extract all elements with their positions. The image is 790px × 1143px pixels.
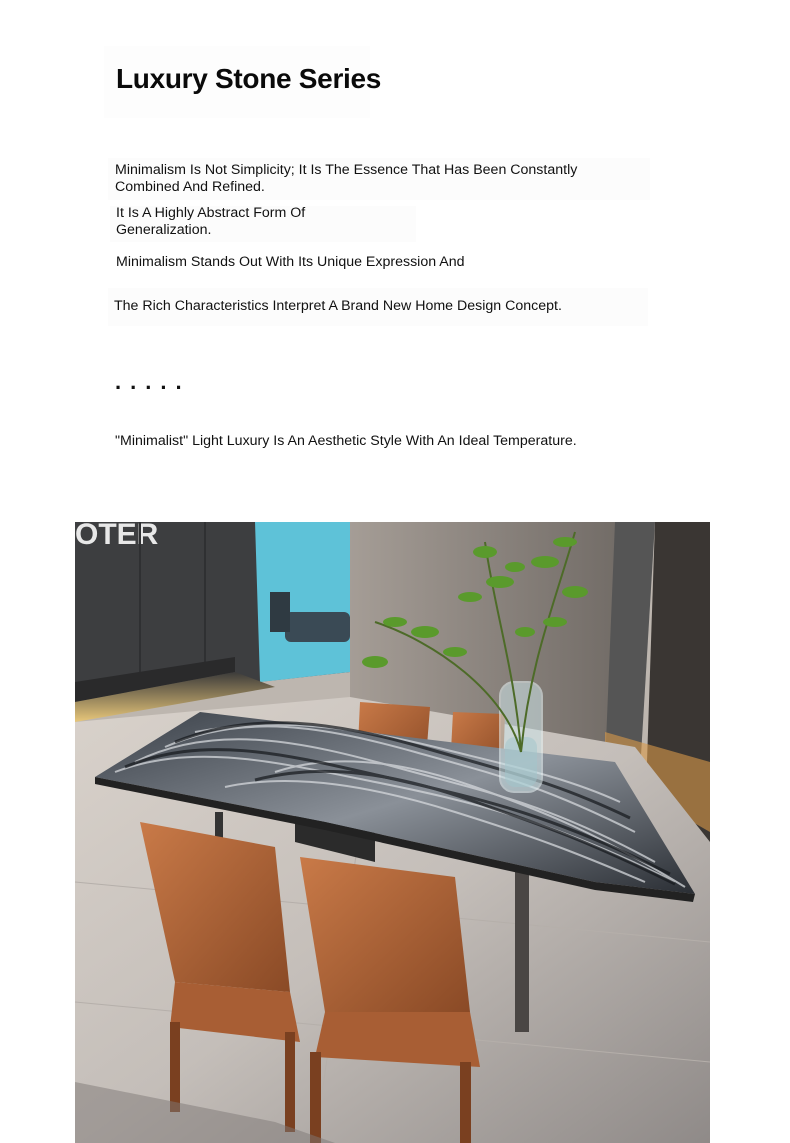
table-leg xyxy=(515,872,529,1032)
wall-sign: OTER xyxy=(75,522,159,551)
expression-paragraph: Minimalism Stands Out With Its Unique Expression And xyxy=(116,254,465,270)
concept-paragraph: The Rich Characteristics Interpret A Brand New Home Design Concept. xyxy=(114,298,562,314)
dot-separator: ..... xyxy=(115,369,191,394)
tagline: "Minimalist" Light Luxury Is An Aesthetic Style With An Ideal Temperature. xyxy=(115,433,577,449)
window-view xyxy=(255,522,350,682)
marble-dining-table-photo xyxy=(75,522,710,1143)
intro-paragraph: Minimalism Is Not Simplicity; It Is The Essence That Has Been Constantly Combined And Refined. xyxy=(115,162,578,195)
abstract-paragraph: It Is A Highly Abstract Form Of Generalization. xyxy=(116,205,306,238)
page-title: Luxury Stone Series xyxy=(116,63,382,94)
